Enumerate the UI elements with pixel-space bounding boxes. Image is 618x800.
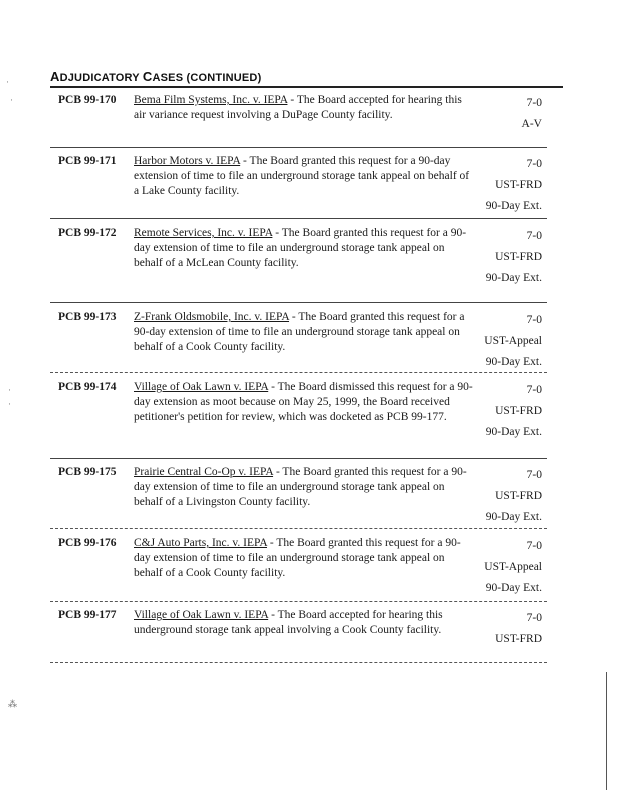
case-extension: 90-Day Ext. [485,582,542,594]
scan-edge-line [606,672,607,790]
case-description [134,93,474,123]
case-meta [462,154,542,217]
case-text: - The Board granted this request for a 90-day extension of time to file an underground storage tank appeal on behalf of a Lake County facility. [134,155,470,197]
heading-paren-rest: ONTINUED) [198,72,262,84]
case-extension: 90-Day Ext. [485,200,542,212]
case-meta [462,608,542,650]
case-number: PCB 99-175 [58,466,117,478]
case-text: - The Board granted this request for a 90-day extension of time to file an underground storage tank appeal on behalf of a Cook County facility. [134,311,465,353]
case-type: UST-FRD [495,179,542,191]
case-meta [462,93,542,135]
case-meta [462,226,542,289]
case-type: UST-FRD [495,633,542,645]
case-number: PCB 99-177 [58,609,117,621]
case-type: UST-FRD [495,251,542,263]
case-description [134,608,474,638]
case-title-link[interactable]: Bema Film Systems, Inc. v. IEPA [134,94,288,106]
case-meta [462,380,542,443]
case-type: UST-FRD [495,490,542,502]
case-extension: 90-Day Ext. [485,356,542,368]
case-text: - The Board accepted for hearing this air variance request involving a DuPage County facility. [134,94,462,121]
case-vote: 7-0 [526,97,542,109]
heading-initial-c: C [142,69,153,84]
case-number: PCB 99-171 [58,155,117,167]
case-divider [50,372,547,373]
case-text: - The Board granted this request for a 90-day extension of time to file an underground storage tank appeal on behalf of a Cook County facility. [134,537,461,579]
case-divider [50,528,547,529]
case-number: PCB 99-172 [58,227,117,239]
case-description [134,465,474,510]
case-number: PCB 99-170 [58,94,117,106]
case-number: PCB 99-173 [58,311,117,323]
case-vote: 7-0 [526,230,542,242]
case-description [134,310,474,355]
case-text: - The Board granted this request for a 90-day extension of time to file an underground storage tank appeal on behalf of a Livingston County facility. [134,466,467,508]
heading-paren-initial: (C [186,72,199,84]
case-description [134,154,474,199]
case-divider [50,302,547,303]
section-heading [50,69,261,84]
case-description [134,226,474,271]
case-divider [50,662,547,663]
case-type: A-V [521,118,542,130]
case-vote: 7-0 [526,612,542,624]
case-number: PCB 99-176 [58,537,117,549]
case-text: - The Board dismissed this request for a 90-day extension as moot because on May 25, 1999, the Board received petitioner's petition for review, which was docketed as PCB 99-177. [134,381,473,423]
case-extension: 90-Day Ext. [485,426,542,438]
case-meta [462,310,542,373]
case-description [134,536,474,581]
case-text: - The Board granted this request for a 90-day extension of time to file an underground storage tank appeal on behalf of a McLean County facility. [134,227,467,269]
scan-speck: · [6,77,9,87]
scan-speck: ⁂ [8,699,17,709]
heading-initial-a: A [50,69,60,84]
case-description [134,380,474,425]
case-text: - The Board accepted for hearing this underground storage tank appeal involving a Cook County facility. [134,609,443,636]
case-title-link[interactable]: Village of Oak Lawn v. IEPA [134,381,269,393]
case-divider [50,458,547,459]
case-title-link[interactable]: Village of Oak Lawn v. IEPA [134,609,269,621]
scan-speck: · [10,95,13,105]
case-divider [50,218,547,219]
case-title-link[interactable]: Harbor Motors v. IEPA [134,155,241,167]
case-number: PCB 99-174 [58,381,117,393]
case-meta [462,465,542,528]
case-title-link[interactable]: Remote Services, Inc. v. IEPA [134,227,273,239]
heading-rest-2: ASES [152,72,184,84]
scan-speck: · [8,399,11,409]
case-vote: 7-0 [526,469,542,481]
case-extension: 90-Day Ext. [485,511,542,523]
case-type: UST-Appeal [484,335,542,347]
case-vote: 7-0 [526,384,542,396]
case-divider [50,601,547,602]
case-vote: 7-0 [526,540,542,552]
case-extension: 90-Day Ext. [485,272,542,284]
heading-rest-1: DJUDICATORY [59,72,140,84]
case-title-link[interactable]: C&J Auto Parts, Inc. v. IEPA [134,537,268,549]
case-vote: 7-0 [526,314,542,326]
case-meta [462,536,542,599]
case-title-link[interactable]: Z-Frank Oldsmobile, Inc. v. IEPA [134,311,290,323]
scan-speck: · [8,385,11,395]
case-type: UST-FRD [495,405,542,417]
case-divider [50,147,547,148]
case-type: UST-Appeal [484,561,542,573]
header-rule [50,86,563,88]
case-title-link[interactable]: Prairie Central Co-Op v. IEPA [134,466,274,478]
case-vote: 7-0 [526,158,542,170]
